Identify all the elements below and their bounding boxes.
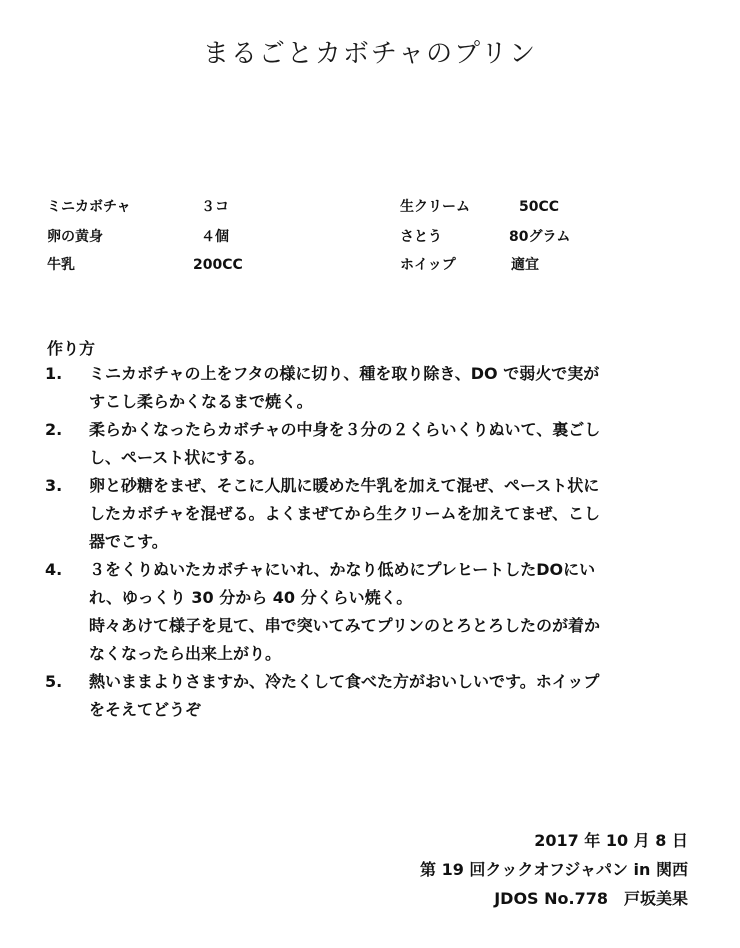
step-line: したカボチャを混ぜる。よくまぜてから生クリームを加えてまぜ、こし <box>89 504 601 523</box>
ingredient-name: さとう <box>400 229 442 245</box>
step-line: 器でこす。 <box>89 532 168 551</box>
step-item <box>45 472 695 556</box>
recipe-title: まるごとカボチャのプリン <box>202 39 538 69</box>
step-line: ミニカボチャの上をフタの様に切り、種を取り除き、DO で弱火で実が <box>89 364 600 383</box>
footer-event: 第 19 回クックオフジャパン in 関西 <box>420 860 688 879</box>
ingredient-qty: 80グラム <box>509 229 571 245</box>
footer-author: JDOS No.778 戸坂美果 <box>494 889 688 908</box>
ingredient-qty: 200CC <box>193 257 243 273</box>
step-line: ３をくりぬいたカボチャにいれ、かなり低めにプレヒートしたDOにい <box>89 560 596 579</box>
step-number: 3. <box>45 476 63 495</box>
step-number: 5. <box>45 672 63 691</box>
ingredient-qty: ３コ <box>201 199 229 215</box>
footer-date: 2017 年 10 月 8 日 <box>534 831 688 850</box>
step-line: 時々あけて様子を見て、串で突いてみてプリンのとろとろしたのが着か <box>89 616 601 635</box>
step-item <box>45 668 695 724</box>
method-steps <box>45 360 695 724</box>
ingredient-name: ホイップ <box>400 257 456 273</box>
step-line: 卵と砂糖をまぜ、そこに人肌に暖めた牛乳を加えて混ぜ、ペースト状に <box>89 476 600 495</box>
step-line: 熱いままよりさますか、冷たくして食べた方がおいしいです。ホイップ <box>89 672 600 691</box>
step-line: れ、ゆっくり 30 分から 40 分くらい焼く。 <box>89 588 413 607</box>
ingredient-name: 牛乳 <box>47 257 75 273</box>
footer-block <box>420 826 688 913</box>
ingredient-name: 卵の黄身 <box>47 229 103 245</box>
step-line: 柔らかくなったらカボチャの中身を３分の２くらいくりぬいて、裏ごし <box>89 420 601 439</box>
step-item <box>45 556 695 668</box>
ingredient-name: 生クリーム <box>400 199 470 215</box>
step-number: 1. <box>45 364 63 383</box>
step-number: 4. <box>45 560 63 579</box>
step-item <box>45 360 695 416</box>
step-line: し、ペースト状にする。 <box>89 448 265 467</box>
ingredient-name: ミニカボチャ <box>47 199 131 215</box>
method-heading: 作り方 <box>47 339 96 358</box>
ingredient-qty: 適宜 <box>511 257 539 273</box>
step-number: 2. <box>45 420 63 439</box>
step-line: をそえてどうぞ <box>89 700 202 719</box>
step-line: すこし柔らかくなるまで焼く。 <box>89 392 313 411</box>
step-item <box>45 416 695 472</box>
step-line: なくなったら出来上がり。 <box>89 644 282 663</box>
ingredient-qty: 50CC <box>519 199 560 215</box>
ingredient-qty: ４個 <box>201 229 229 245</box>
